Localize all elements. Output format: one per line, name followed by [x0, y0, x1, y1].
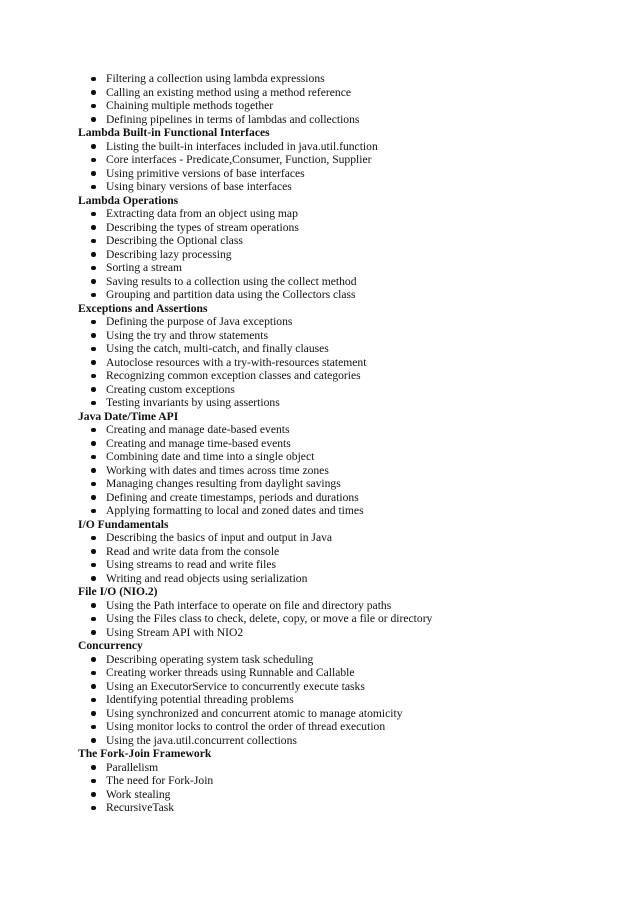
list-item-text: Saving results to a collection using the collect method [106, 274, 357, 288]
bullet-icon [91, 779, 96, 784]
list-item-text: Defining the purpose of Java exceptions [106, 315, 293, 328]
section-list [0, 761, 638, 815]
document-page [0, 72, 638, 815]
section [0, 518, 638, 586]
bullet-icon [91, 185, 96, 190]
list-item [0, 720, 638, 734]
section [0, 585, 638, 639]
bullet-icon [91, 171, 96, 176]
bullet-icon [91, 266, 96, 271]
bullet-icon [91, 441, 96, 446]
bullet-icon [91, 617, 96, 622]
list-item [0, 167, 638, 181]
list-item [0, 572, 638, 586]
bullet-icon [91, 239, 96, 244]
list-item-text: Describing the Optional class [106, 234, 243, 247]
list-item-text: Recognizing common exception classes and categories [106, 369, 361, 382]
bullet-icon [91, 374, 96, 379]
section-list [0, 207, 638, 302]
bullet-icon [91, 806, 96, 811]
bullet-icon [91, 144, 96, 149]
bullet-icon [91, 765, 96, 770]
list-item [0, 680, 638, 694]
list-item [0, 72, 638, 86]
list-item-text: Writing and read objects using serialization [106, 571, 308, 585]
bullet-icon [91, 495, 96, 500]
list-item-text: Creating custom exceptions [106, 382, 235, 396]
bullet-icon [91, 252, 96, 257]
list-item [0, 626, 638, 640]
bullet-icon [91, 482, 96, 487]
list-item [0, 396, 638, 410]
list-item-text: Describing operating system task scheduling [106, 652, 314, 666]
list-item-text: Working with dates and times across time zones [106, 463, 329, 477]
bullet-icon [91, 225, 96, 230]
list-item [0, 788, 638, 802]
list-item-text: Defining pipelines in terms of lambdas and collections [106, 112, 360, 126]
list-item-text: Read and write data from the console [106, 544, 280, 558]
list-item [0, 734, 638, 748]
section [0, 194, 638, 302]
list-item [0, 383, 638, 397]
list-item [0, 113, 638, 127]
section-heading: File I/O (NIO.2) [78, 585, 158, 598]
list-item-text: Using binary versions of base interfaces [106, 180, 292, 193]
list-item-text: Testing invariants by using assertions [106, 396, 280, 409]
list-item-text: Describing the basics of input and output in Java [106, 531, 333, 544]
bullet-icon [91, 104, 96, 109]
list-item [0, 423, 638, 437]
bullet-icon [91, 576, 96, 581]
list-item [0, 315, 638, 329]
list-item [0, 437, 638, 451]
list-item-text: Work stealing [106, 787, 171, 801]
bullet-icon [91, 725, 96, 730]
section-heading: I/O Fundamentals [78, 517, 169, 531]
bullet-icon [91, 90, 96, 95]
list-item [0, 140, 638, 154]
bullet-icon [91, 684, 96, 689]
list-item-text: Creating and manage time-based events [106, 436, 291, 450]
list-item-text: Autoclose resources with a try-with-resources statement [106, 355, 367, 369]
section-list [0, 423, 638, 518]
bullet-icon [91, 77, 96, 82]
list-item [0, 531, 638, 545]
list-item [0, 86, 638, 100]
list-item-text: Using the try and throw statements [106, 328, 268, 342]
list-item-text: Using monitor locks to control the order of thread execution [106, 720, 386, 733]
list-item-text: Describing the types of stream operations [106, 220, 299, 234]
bullet-icon [91, 509, 96, 514]
bullet-icon [91, 360, 96, 365]
section-heading: Concurrency [78, 639, 143, 652]
list-item [0, 666, 638, 680]
bullet-icon [91, 333, 96, 338]
list-item [0, 693, 638, 707]
list-item-text: RecursiveTask [106, 801, 175, 814]
list-item-text: Creating worker threads using Runnable and Callable [106, 666, 355, 679]
sections-container [0, 126, 638, 815]
intro-list [0, 72, 638, 126]
list-item-text: Creating and manage date-based events [106, 423, 290, 436]
list-item [0, 477, 638, 491]
list-item-text: Grouping and partition data using the Collectors class [106, 288, 356, 301]
bullet-icon [91, 738, 96, 743]
bullet-icon [91, 347, 96, 352]
bullet-icon [91, 428, 96, 433]
list-item-text: Managing changes resulting from daylight savings [106, 477, 341, 490]
list-item [0, 491, 638, 505]
list-item [0, 248, 638, 262]
list-item-text: Filtering a collection using lambda expressions [106, 72, 325, 85]
bullet-icon [91, 158, 96, 163]
bullet-icon [91, 279, 96, 284]
list-item-text: Using synchronized and concurrent atomic to manage atomicity [106, 706, 403, 720]
section-list [0, 140, 638, 194]
section [0, 302, 638, 410]
list-item [0, 612, 638, 626]
list-item [0, 761, 638, 775]
bullet-icon [91, 320, 96, 325]
list-item-text: Using the java.util.concurrent collections [106, 733, 297, 747]
list-item [0, 288, 638, 302]
bullet-icon [91, 117, 96, 122]
bullet-icon [91, 630, 96, 635]
list-item [0, 221, 638, 235]
bullet-icon [91, 387, 96, 392]
bullet-icon [91, 536, 96, 541]
list-item-text: Sorting a stream [106, 261, 182, 274]
list-item-text: Using Stream API with NIO2 [106, 625, 244, 639]
list-item [0, 774, 638, 788]
bullet-icon [91, 293, 96, 298]
list-item-text: Parallelism [106, 760, 159, 774]
section [0, 126, 638, 194]
list-item-text: Extracting data from an object using map [106, 207, 298, 220]
list-item [0, 464, 638, 478]
list-item [0, 342, 638, 356]
list-item-text: Using the catch, multi-catch, and finally clauses [106, 342, 329, 355]
list-item-text: The need for Fork-Join [106, 774, 214, 787]
list-item [0, 356, 638, 370]
section [0, 410, 638, 518]
section-heading: Exceptions and Assertions [78, 301, 208, 315]
bullet-icon [91, 455, 96, 460]
list-item-text: Using primitive versions of base interfaces [106, 166, 305, 180]
bullet-icon [91, 549, 96, 554]
bullet-icon [91, 401, 96, 406]
list-item-text: Identifying potential threading problems [106, 693, 294, 706]
list-item-text: Using an ExecutorService to concurrently execute tasks [106, 679, 365, 693]
list-item-text: Applying formatting to local and zoned dates and times [106, 504, 364, 517]
list-item-text: Core interfaces - Predicate,Consumer, Function, Supplier [106, 153, 372, 166]
list-item [0, 207, 638, 221]
bullet-icon [91, 468, 96, 473]
list-item [0, 801, 638, 815]
section-heading: Lambda Operations [78, 193, 179, 207]
bullet-icon [91, 603, 96, 608]
list-item [0, 99, 638, 113]
list-item-text: Using the Path interface to operate on file and directory paths [106, 598, 392, 612]
list-item-text: Describing lazy processing [106, 247, 232, 261]
section-list [0, 653, 638, 748]
list-item [0, 545, 638, 559]
list-item [0, 707, 638, 721]
list-item-text: Calling an existing method using a method reference [106, 85, 352, 99]
bullet-icon [91, 698, 96, 703]
list-item [0, 558, 638, 572]
list-item [0, 275, 638, 289]
list-item-text: Using streams to read and write files [106, 558, 276, 571]
list-item [0, 504, 638, 518]
section-list [0, 599, 638, 640]
list-item [0, 329, 638, 343]
section [0, 747, 638, 815]
list-item [0, 369, 638, 383]
section-heading: Java Date/Time API [78, 409, 179, 423]
section-list [0, 315, 638, 410]
bullet-icon [91, 657, 96, 662]
bullet-icon [91, 671, 96, 676]
list-item [0, 153, 638, 167]
list-item [0, 450, 638, 464]
list-item-text: Using the Files class to check, delete, copy, or move a file or directory [106, 612, 433, 625]
list-item [0, 261, 638, 275]
bullet-icon [91, 792, 96, 797]
section [0, 639, 638, 747]
list-item-text: Listing the built-in interfaces included in java.util.function [106, 139, 378, 153]
list-item [0, 234, 638, 248]
section-heading: Lambda Built-in Functional Interfaces [78, 126, 270, 139]
list-item-text: Chaining multiple methods together [106, 99, 274, 112]
section-list [0, 531, 638, 585]
bullet-icon [91, 563, 96, 568]
list-item [0, 180, 638, 194]
section-heading: The Fork-Join Framework [78, 747, 212, 760]
list-item [0, 599, 638, 613]
list-item-text: Combining date and time into a single object [106, 450, 315, 463]
bullet-icon [91, 212, 96, 217]
list-item-text: Defining and create timestamps, periods and durations [106, 490, 359, 504]
list-item [0, 653, 638, 667]
bullet-icon [91, 711, 96, 716]
